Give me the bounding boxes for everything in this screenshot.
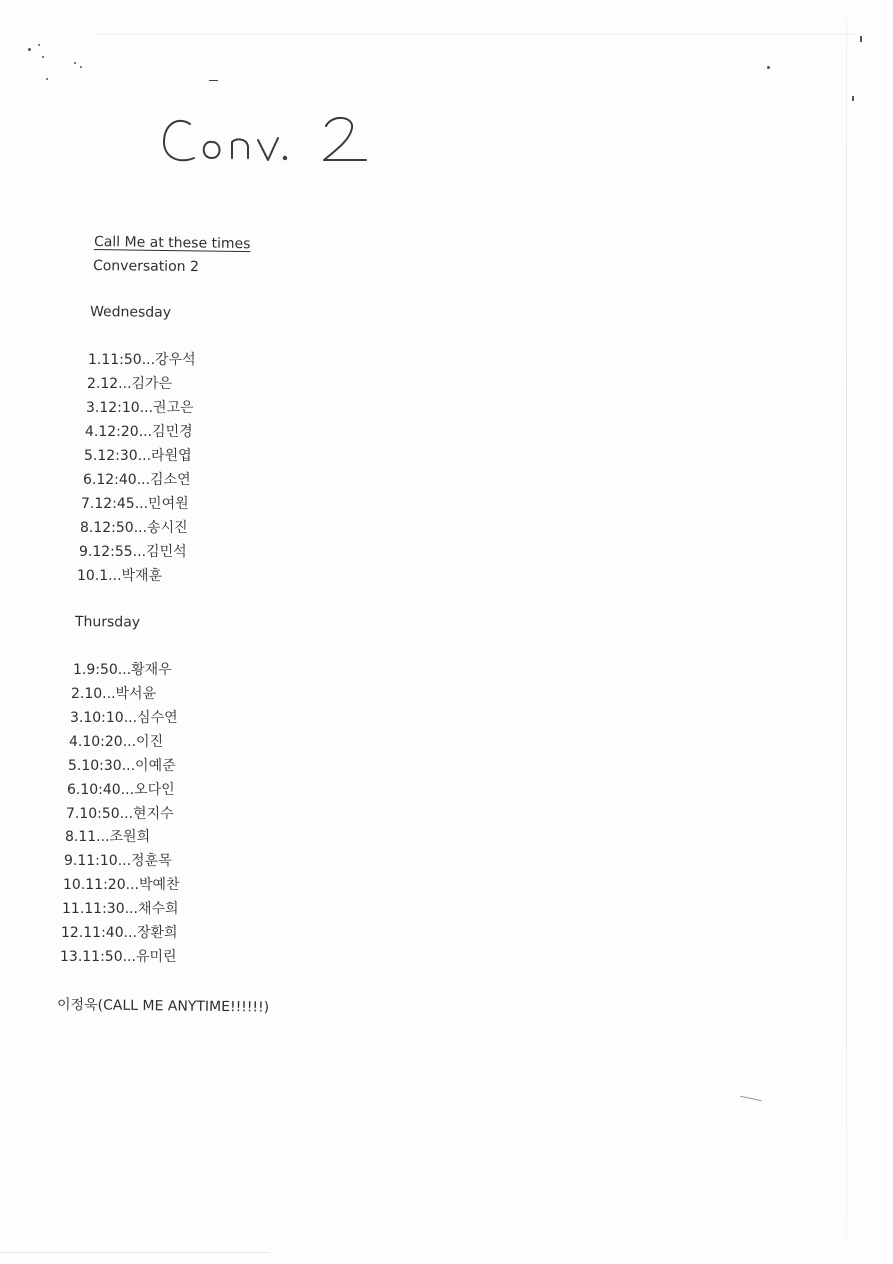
schedule-entry: 5.10:30...이예준 bbox=[68, 758, 176, 774]
scan-edge-line bbox=[846, 20, 847, 1240]
schedule-entry: 7.10:50...현지수 bbox=[66, 806, 174, 822]
scan-speck bbox=[38, 44, 40, 46]
scan-speck bbox=[860, 36, 862, 42]
scan-speck bbox=[80, 66, 82, 68]
schedule-entry: 4.12:20...김민경 bbox=[85, 424, 193, 440]
schedule-entry: 13.11:50...유미린 bbox=[60, 949, 177, 965]
scan-mark bbox=[740, 1096, 762, 1102]
schedule-entry: 11.11:30...채수희 bbox=[62, 901, 179, 917]
document-subheading: Conversation 2 bbox=[92, 258, 199, 276]
schedule-entry: 8.11...조원희 bbox=[65, 829, 151, 845]
schedule-entry: 6.10:40...오다인 bbox=[67, 782, 175, 798]
schedule-entry: 7.12:45...민여원 bbox=[81, 496, 189, 512]
thursday-heading: Thursday bbox=[74, 614, 141, 631]
scan-speck bbox=[852, 96, 854, 101]
schedule-entry: 10.11:20...박예찬 bbox=[63, 877, 180, 893]
scan-speck bbox=[46, 78, 48, 80]
scan-edge-line bbox=[95, 34, 855, 35]
schedule-entry: 8.12:50...송시진 bbox=[80, 520, 188, 536]
schedule-entry: 1.9:50...황재우 bbox=[73, 662, 172, 678]
document-heading: Call Me at these times bbox=[93, 234, 251, 253]
schedule-entry: 4.10:20...이진 bbox=[69, 734, 164, 750]
schedule-entry: 12.11:40...장환희 bbox=[61, 925, 178, 941]
handwritten-title bbox=[160, 110, 380, 170]
schedule-entry: 3.12:10...권고은 bbox=[86, 400, 194, 416]
wednesday-heading: Wednesday bbox=[89, 304, 172, 321]
footer-note: 이정욱(CALL ME ANYTIME!!!!!!) bbox=[56, 997, 270, 1016]
schedule-entry: 2.10...박서윤 bbox=[71, 686, 157, 702]
scan-speck bbox=[767, 66, 770, 69]
scan-speck bbox=[28, 48, 31, 51]
handwritten-title-drawing bbox=[160, 110, 380, 170]
schedule-entry: 9.12:55...김민석 bbox=[79, 544, 187, 560]
schedule-entry: 6.12:40...김소연 bbox=[83, 472, 191, 488]
schedule-entry: 3.10:10...심수연 bbox=[70, 710, 178, 726]
schedule-entry: 9.11:10...정훈목 bbox=[64, 853, 172, 869]
schedule-entry: 2.12...김가은 bbox=[87, 376, 173, 392]
scan-speck bbox=[42, 56, 44, 58]
schedule-entry: 10.1...박재훈 bbox=[77, 568, 163, 584]
schedule-entry: 5.12:30...라원엽 bbox=[84, 448, 192, 464]
scan-mark bbox=[209, 80, 218, 81]
scan-edge-line bbox=[0, 1252, 270, 1253]
schedule-entry: 1.11:50...강우석 bbox=[88, 352, 196, 368]
scan-speck bbox=[74, 62, 76, 64]
